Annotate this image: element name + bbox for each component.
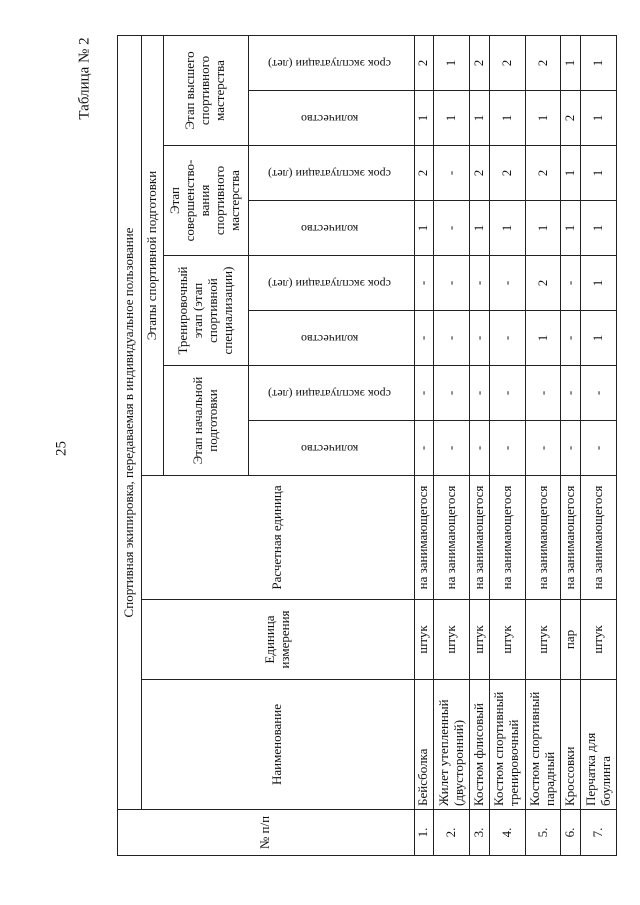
row-value: - (414, 366, 434, 421)
row-value: 2 (561, 91, 581, 146)
row-number: 6. (561, 810, 581, 856)
row-calc-unit: на занимающегося (489, 476, 525, 600)
header-term: срок эксплуатации (лет) (248, 366, 414, 421)
row-value: - (434, 256, 470, 311)
row-name: Жилет утепленный (двусторонний) (434, 680, 470, 810)
row-value: 1 (581, 35, 617, 90)
equipment-table (117, 35, 617, 856)
header-calc-unit: Расчетная единица (142, 476, 415, 600)
table-row (561, 35, 581, 855)
row-value: 1 (489, 201, 525, 256)
row-value: 1 (561, 146, 581, 201)
row-value: 2 (489, 146, 525, 201)
table-row (414, 35, 434, 855)
row-value: - (561, 366, 581, 421)
row-value: 2 (470, 146, 490, 201)
header-term: срок эксплуатации (лет) (248, 256, 414, 311)
row-value: - (414, 421, 434, 476)
row-calc-unit: на занимающегося (434, 476, 470, 600)
row-value: 1 (581, 91, 617, 146)
row-value: 1 (561, 201, 581, 256)
table-body (414, 35, 616, 855)
row-unit: штук (525, 600, 561, 680)
row-value: 1 (470, 201, 490, 256)
row-value: - (525, 421, 561, 476)
row-value: - (434, 421, 470, 476)
header-stages-group: Этапы спортивной подготовки (142, 35, 164, 475)
table-row (489, 35, 525, 855)
row-value: - (561, 311, 581, 366)
row-value: 1 (561, 35, 581, 90)
table-row (470, 35, 490, 855)
header-qty: количество (248, 201, 414, 256)
rotated-table-wrapper (117, 36, 617, 856)
header-stage-3: Этап совершенство-вания спортивного мастерства (163, 146, 248, 256)
row-number: 1. (414, 810, 434, 856)
row-value: - (414, 311, 434, 366)
page-number: 25 (53, 441, 70, 456)
row-unit: штук (434, 600, 470, 680)
header-stage-2: Тренировочный этап (этап спортивной специализации) (163, 256, 248, 366)
row-unit: штук (489, 600, 525, 680)
row-name: Костюм флисовый (470, 680, 490, 810)
header-qty: количество (248, 91, 414, 146)
row-calc-unit: на занимающегося (525, 476, 561, 600)
row-value: 2 (525, 256, 561, 311)
row-value: 1 (581, 311, 617, 366)
row-unit: штук (414, 600, 434, 680)
row-value: 1 (581, 146, 617, 201)
row-value: 1 (414, 201, 434, 256)
row-value: - (414, 256, 434, 311)
row-value: - (489, 366, 525, 421)
row-value: 1 (489, 91, 525, 146)
row-value: - (470, 256, 490, 311)
row-value: - (470, 421, 490, 476)
row-value: - (489, 421, 525, 476)
row-unit: пар (561, 600, 581, 680)
row-value: 2 (414, 35, 434, 90)
header-number: № п/п (118, 810, 415, 856)
row-value: 1 (434, 91, 470, 146)
header-qty: количество (248, 311, 414, 366)
table-stage (117, 36, 617, 856)
row-value: 1 (581, 256, 617, 311)
table-caption: Таблица № 2 (76, 37, 93, 120)
row-number: 7. (581, 810, 617, 856)
row-value: 1 (470, 91, 490, 146)
row-value: - (525, 366, 561, 421)
row-name: Бейсболка (414, 680, 434, 810)
table-row (434, 35, 470, 855)
row-value: - (470, 311, 490, 366)
row-value: - (561, 256, 581, 311)
header-stage-1: Этап начальной подготовки (163, 366, 248, 476)
row-value: 1 (525, 91, 561, 146)
header-unit: Единица измерения (142, 600, 415, 680)
row-value: - (434, 146, 470, 201)
row-calc-unit: на занимающегося (581, 476, 617, 600)
row-name: Костюм спортивный тренировочный (489, 680, 525, 810)
row-name: Перчатка для боулинга (581, 680, 617, 810)
row-name: Кроссовки (561, 680, 581, 810)
row-number: 2. (434, 810, 470, 856)
row-value: - (489, 256, 525, 311)
row-value: 2 (414, 146, 434, 201)
row-calc-unit: на занимающегося (414, 476, 434, 600)
row-value: - (489, 311, 525, 366)
header-row-1 (118, 35, 142, 855)
row-calc-unit: на занимающегося (470, 476, 490, 600)
row-number: 3. (470, 810, 490, 856)
row-value: 2 (489, 35, 525, 90)
row-value: - (434, 366, 470, 421)
header-group: Спортивная экипировка, передаваемая в индивидуальное пользование (118, 35, 142, 809)
row-number: 4. (489, 810, 525, 856)
row-value: 2 (470, 35, 490, 90)
row-unit: штук (470, 600, 490, 680)
row-value: 2 (525, 146, 561, 201)
table-row (581, 35, 617, 855)
row-value: 1 (414, 91, 434, 146)
row-number: 5. (525, 810, 561, 856)
row-value: - (561, 421, 581, 476)
header-term: срок эксплуатации (лет) (248, 35, 414, 90)
header-qty: количество (248, 421, 414, 476)
header-row-2 (142, 35, 164, 855)
row-value: 1 (581, 201, 617, 256)
row-value: 1 (525, 311, 561, 366)
row-value: - (434, 201, 470, 256)
header-term: срок эксплуатации (лет) (248, 146, 414, 201)
header-name: Наименование (142, 680, 415, 810)
row-value: - (470, 366, 490, 421)
row-value: - (581, 366, 617, 421)
row-value: - (434, 311, 470, 366)
table-row (525, 35, 561, 855)
row-value: 1 (525, 201, 561, 256)
row-unit: штук (581, 600, 617, 680)
row-calc-unit: на занимающегося (561, 476, 581, 600)
row-value: - (581, 421, 617, 476)
row-value: 1 (434, 35, 470, 90)
header-stage-4: Этап высшего спортивного мастерства (163, 35, 248, 145)
row-value: 2 (525, 35, 561, 90)
row-name: Костюм спортивный парадный (525, 680, 561, 810)
